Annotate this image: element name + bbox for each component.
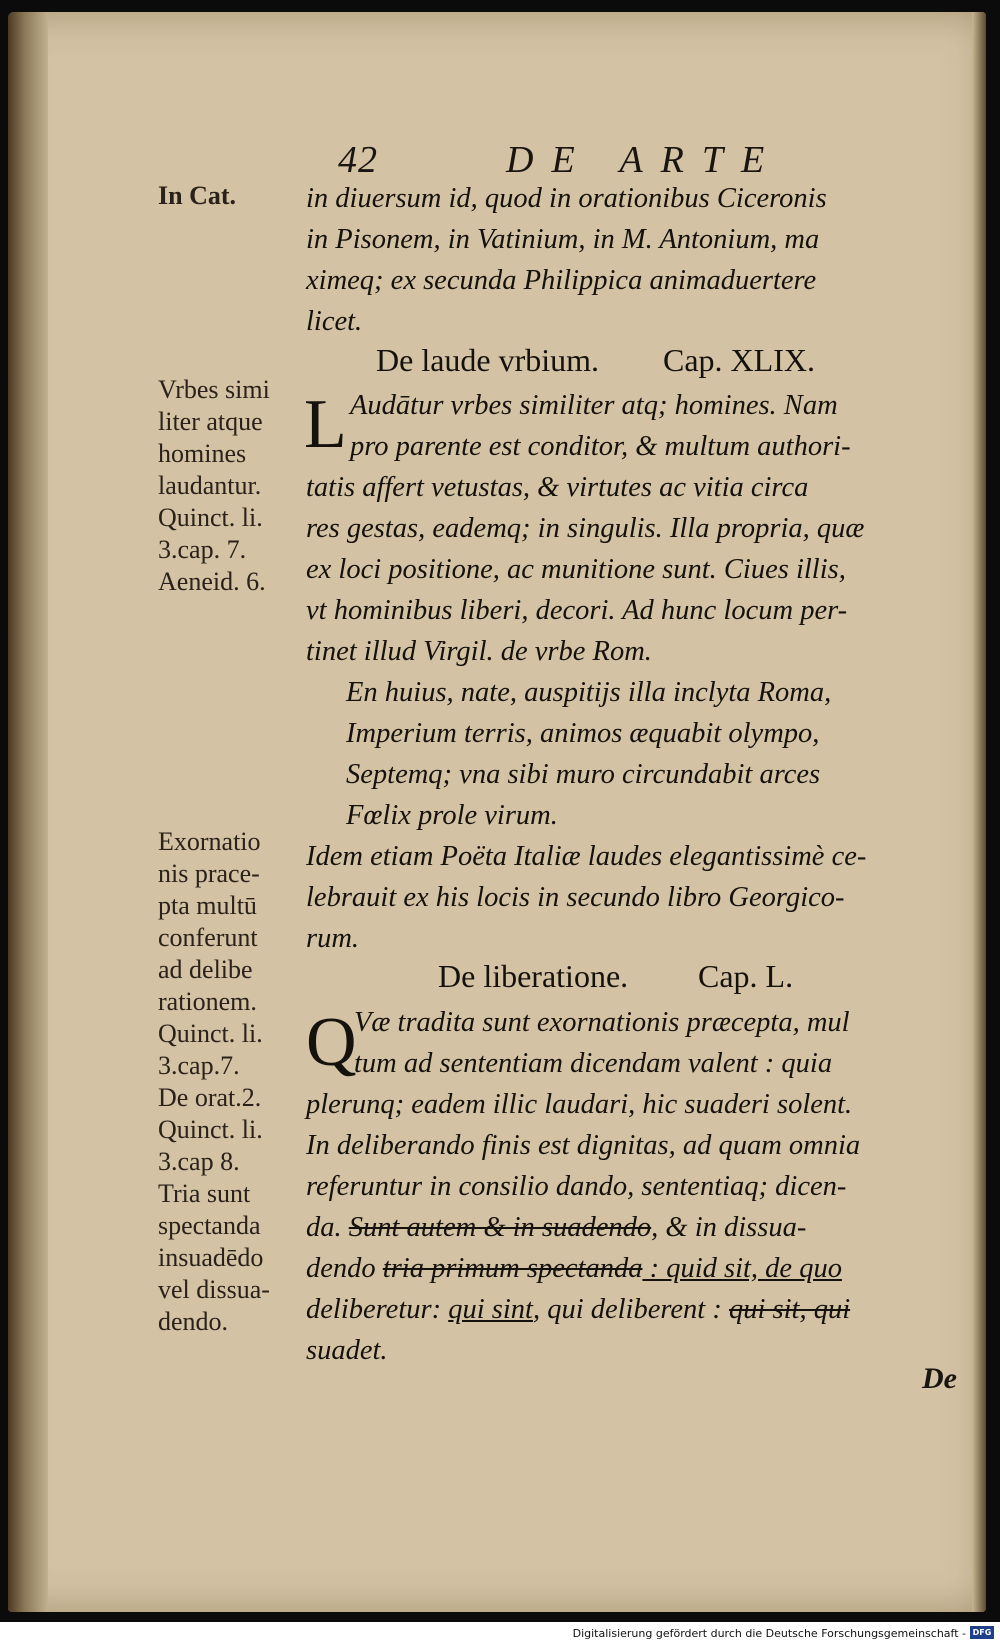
text-span: da. (306, 1212, 349, 1243)
text-line: vt hominibus liberi, decori. Ad hunc locum per- (306, 595, 848, 626)
text-line: tinet illud Virgil. de vrbe Rom. (306, 636, 652, 667)
text-line-struck-a (306, 1207, 966, 1248)
struck-text: Sunt autem & in suadendo (348, 1212, 652, 1243)
margin-line: laudantur. (158, 471, 262, 500)
text-line: lebrauit ex his locis in secundo libro Georgico- (306, 882, 845, 913)
dfg-logo-icon: DFG (970, 1626, 994, 1639)
section-50-body (306, 1084, 966, 1371)
footer-credit: Digitalisierung gefördert durch die Deutsche Forschungsgemeinschaft - (572, 1627, 966, 1640)
margin-line: homines (158, 439, 247, 468)
text-line: tum ad sententiam dicendam valent : quia (354, 1048, 833, 1079)
margin-line: vel dissua- (158, 1275, 270, 1304)
margin-line: conferunt (158, 923, 258, 952)
section-49-after-verse (306, 836, 966, 959)
margin-line: Vrbes simi (158, 375, 270, 404)
text-line-struck-b (306, 1248, 966, 1289)
page-number: 42 (338, 139, 378, 181)
margin-line: liter atque (158, 407, 263, 436)
underlined-text: qui sint (448, 1294, 533, 1325)
text-line: Audātur vrbes similiter atq; homines. Nam (350, 390, 838, 421)
verse-line: Fœlix prole virum. (346, 800, 558, 831)
text-line-mixed-c (306, 1289, 966, 1330)
margin-note-1 (158, 180, 308, 212)
text-line: ximeq; ex secunda Philippica animaduertere (306, 265, 817, 296)
text-line: in Pisonem, in Vatinium, in M. Antonium, ma (306, 224, 820, 255)
chapter-49-title: De laude vrbium. (376, 342, 600, 378)
margin-line: ad delibe (158, 955, 253, 984)
chapter-50-title: De liberatione. (438, 958, 629, 994)
margin-line: 3.cap.7. (158, 1051, 240, 1080)
chapter-50-number: Cap. L. (698, 958, 794, 994)
struck-text: tria primum spectanda (382, 1253, 643, 1284)
text-line: suadet. (306, 1335, 388, 1366)
text-line: ex loci positione, ac munitione sunt. Ciues illis, (306, 554, 846, 585)
text-line: pro parente est conditor, & multum authori- (350, 431, 851, 462)
drop-cap-l: L (304, 386, 347, 463)
text-line: In deliberando finis est dignitas, ad quam omnia (306, 1130, 861, 1161)
margin-line: Quinct. li. (158, 503, 263, 532)
margin-line: In Cat. (158, 181, 237, 210)
text-span: deliberetur: (306, 1294, 449, 1325)
drop-cap-q: Q (306, 1004, 357, 1081)
struck-text: qui sit, qui (728, 1294, 851, 1325)
text-line: plerunq; eadem illic laudari, hic suaderi solent. (306, 1089, 853, 1120)
footer-bar (0, 1622, 1000, 1644)
section-50-opening (354, 1002, 964, 1084)
section-49-body (306, 467, 966, 672)
chapter-49-number: Cap. XLIX. (663, 342, 815, 378)
verse-line: En huius, nate, auspitijs illa inclyta Roma, (346, 677, 832, 708)
text-span: , qui deliberent : (532, 1294, 729, 1325)
margin-note-3 (158, 826, 308, 1338)
margin-line: Tria sunt (158, 1179, 251, 1208)
text-span: , & in dissua- (651, 1212, 807, 1243)
underlined-text: : quid sit, de quo (642, 1253, 842, 1284)
text-span: dendo (306, 1253, 383, 1284)
book-page (8, 12, 986, 1612)
margin-line: spectanda (158, 1211, 261, 1240)
catchword: De (922, 1362, 957, 1395)
margin-line: rationem. (158, 987, 257, 1016)
text-line: licet. (306, 306, 363, 337)
virgil-verse (306, 672, 966, 836)
margin-line: dendo. (158, 1307, 229, 1336)
text-line: Idem etiam Poëta Italiæ laudes elegantissimè ce- (306, 841, 867, 872)
verse-line: Imperium terris, animos æquabit olympo, (346, 718, 820, 749)
text-line: rum. (306, 923, 360, 954)
margin-line: 3.cap 8. (158, 1147, 240, 1176)
section-49-opening (350, 385, 960, 467)
text-line: referuntur in consilio dando, sententiaq; dicen- (306, 1171, 847, 1202)
page-edge (972, 12, 986, 1612)
text-line: in diuersum id, quod in orationibus Ciceronis (306, 183, 827, 214)
text-block-1 (306, 178, 966, 342)
text-line: Væ tradita sunt exornationis præcepta, mul (354, 1007, 850, 1038)
margin-line: Quinct. li. (158, 1115, 263, 1144)
margin-line: De orat.2. (158, 1083, 262, 1112)
margin-line: Aeneid. 6. (158, 567, 266, 596)
book-spine (8, 12, 48, 1612)
margin-line: nis prace- (158, 859, 260, 888)
margin-note-2 (158, 374, 308, 598)
margin-line: Quinct. li. (158, 1019, 263, 1048)
verse-line: Septemq; vna sibi muro circundabit arces (346, 759, 821, 790)
margin-line: 3.cap. 7. (158, 535, 247, 564)
margin-line: Exornatio (158, 827, 261, 856)
text-line: tatis affert vetustas, & virtutes ac vitia circa (306, 472, 809, 503)
text-line: res gestas, eademq; in singulis. Illa propria, quæ (306, 513, 865, 544)
margin-line: pta multū (158, 891, 257, 920)
margin-line: insuadēdo (158, 1243, 264, 1272)
running-head: DE ARTE (506, 139, 783, 181)
